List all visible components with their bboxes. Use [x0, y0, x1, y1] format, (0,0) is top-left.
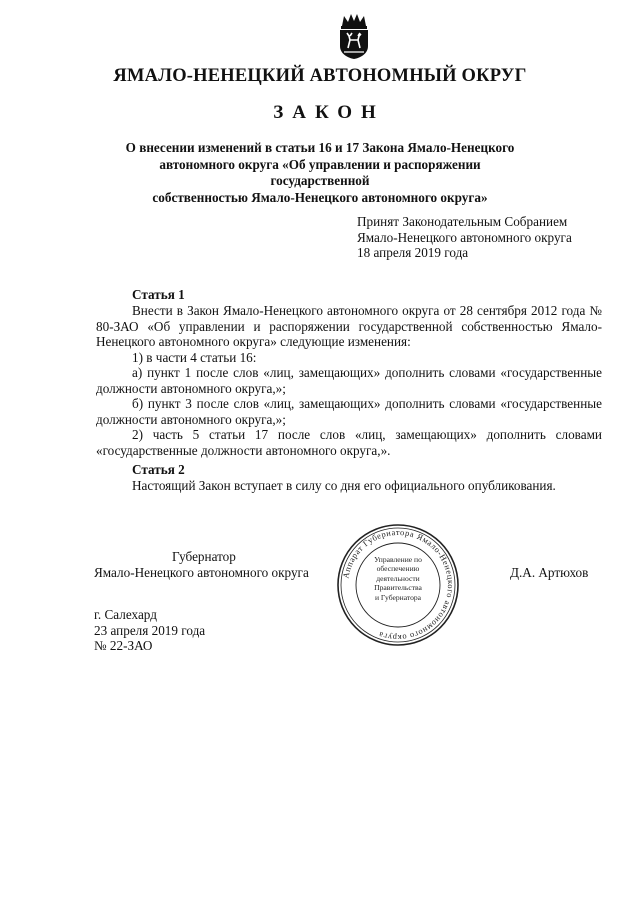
stamp-ring-text: Аппарат Губернатора Ямало-Ненецкого автономного округа: [341, 527, 456, 643]
adoption-line: Ямало-Ненецкого автономного округа: [357, 229, 572, 245]
footer-number: № 22-ЗАО: [94, 638, 153, 653]
article-paragraph: Настоящий Закон вступает в силу со дня его официального опубликования.: [132, 478, 556, 493]
article-1-body: [96, 303, 602, 458]
stamp-line: деятельности: [376, 573, 420, 583]
adoption-line: Принят Законодательным Собранием: [357, 214, 568, 229]
signatory-region: Ямало-Ненецкого автономного округа: [94, 565, 309, 580]
article-2-heading: Статья 2: [132, 462, 185, 477]
footer-city: г. Салехард: [94, 607, 157, 622]
article-1-heading: Статья 1: [132, 287, 185, 302]
signatory-role: Губернатор: [172, 549, 236, 564]
document-footer: [94, 607, 205, 654]
article-paragraph: Внести в Закон Ямало-Ненецкого автономного округа от 28 сентября 2012 года № 80-ЗАО «Об управлении и распоряжении государственной собственностью Ямало-Ненецкого автономного округа» следующие изменения:: [96, 303, 602, 349]
adoption-line: 18 апреля 2019 года: [357, 245, 469, 260]
subject-line: О внесении изменений в статьи 16 и 17 Закона Ямало-Ненецкого: [125, 140, 515, 155]
stamp-center-text: [360, 555, 436, 602]
article-paragraph: а) пункт 1 после слов «лиц, замещающих» дополнить словами «государственные должности автономного округа,»;: [96, 365, 602, 396]
article-2-body: [96, 478, 602, 494]
region-title: ЯМАЛО-НЕНЕЦКИЙ АВТОНОМНЫЙ ОКРУГ: [113, 66, 527, 86]
article-paragraph: б) пункт 3 после слов «лиц, замещающих» дополнить словами «государственные должности автономного округа,»;: [96, 396, 602, 427]
subject-line: собственностью Ямало-Ненецкого автономного округа»: [152, 189, 488, 205]
article-paragraph: 2) часть 5 статьи 17 после слов «лиц, замещающих» дополнить словами «государственные должности автономного округа,».: [96, 427, 602, 458]
footer-date: 23 апреля 2019 года: [94, 622, 206, 638]
adoption-note: [357, 214, 572, 261]
subject-line: автономного округа «Об управлении и распоряжении государственной: [159, 156, 481, 188]
stamp-line: Управление по: [374, 555, 422, 564]
stamp-line: и Губернатора: [374, 592, 422, 602]
yamal-coat-of-arms-icon: [336, 12, 372, 60]
stamp-line: обеспечению: [376, 564, 420, 574]
signatory-name: Д.А. Артюхов: [510, 565, 589, 580]
document-type: ЗАКОН: [273, 102, 385, 123]
article-paragraph: 1) в части 4 статьи 16:: [132, 349, 257, 365]
law-subject: [110, 140, 530, 206]
stamp-line: Правительства: [374, 583, 422, 593]
